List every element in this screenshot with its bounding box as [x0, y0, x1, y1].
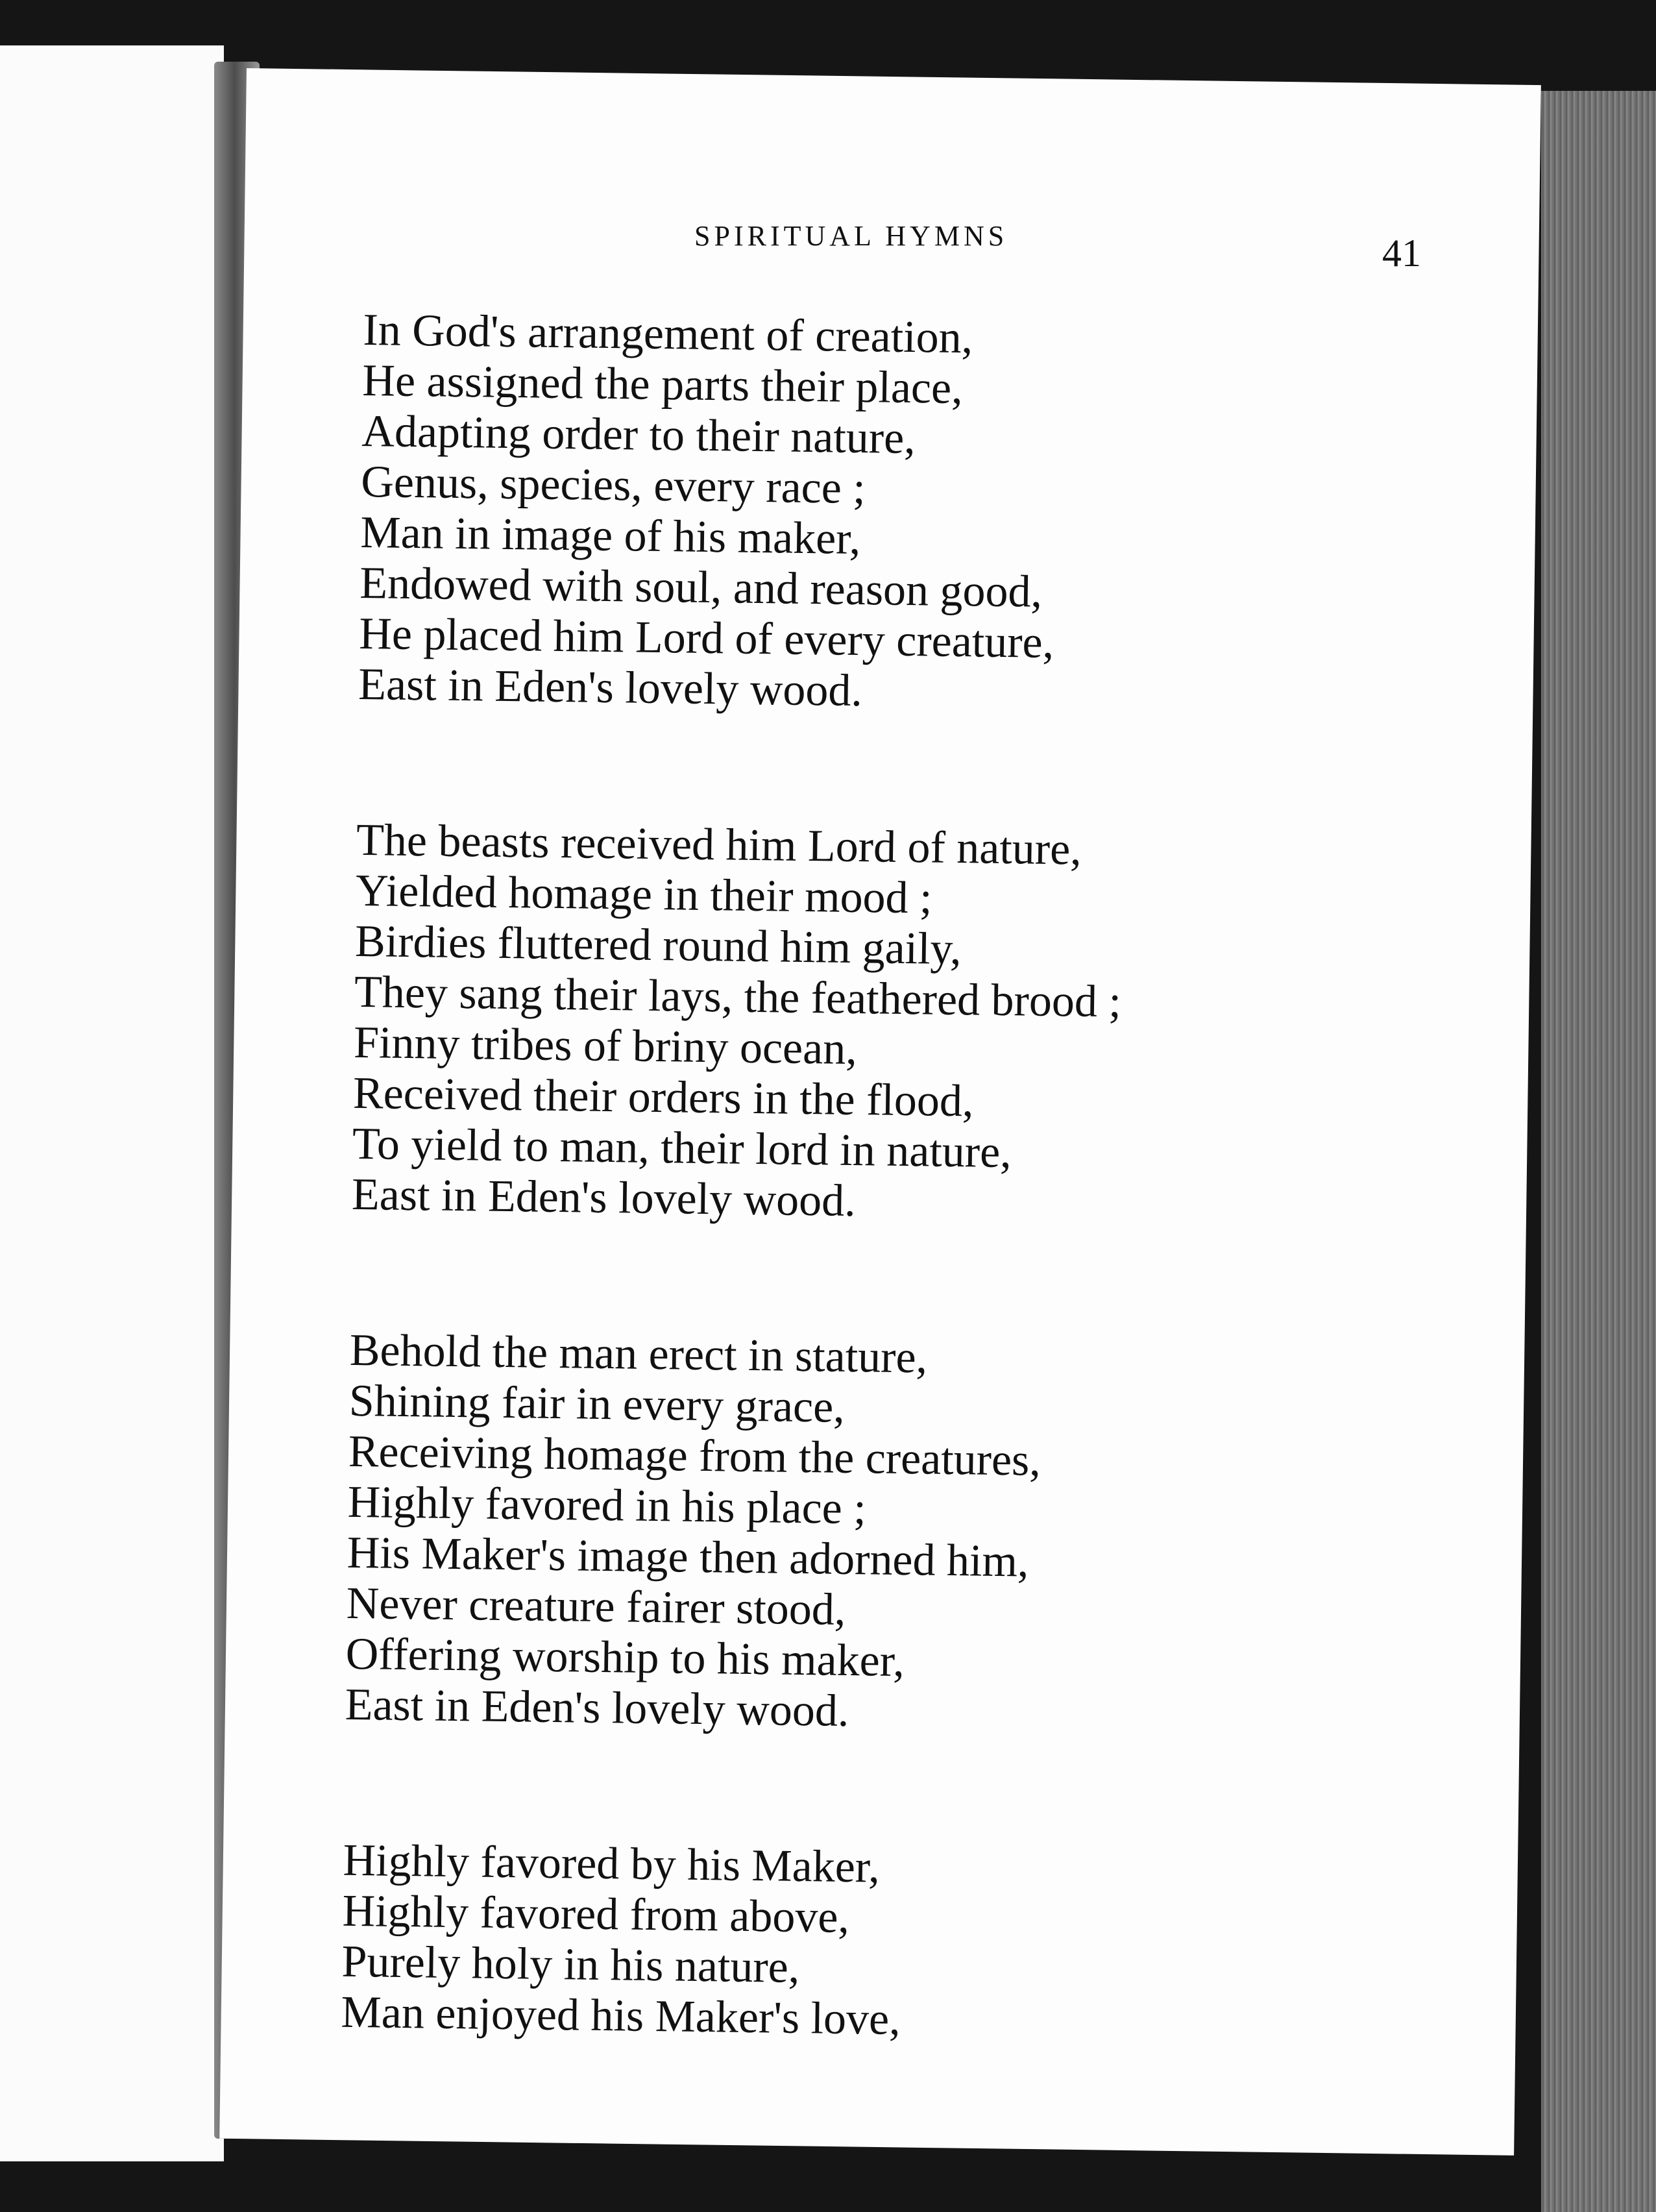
verse-line: Finny tribes of briny ocean,: [353, 1017, 858, 1075]
page-edges: [1541, 91, 1656, 2212]
stanza-2: [352, 815, 1460, 1235]
hymn-text: [339, 305, 1467, 2157]
verse-line: Man in image of his maker,: [359, 507, 861, 565]
verse-line: East in Eden's lovely wood.: [351, 1169, 857, 1227]
verse-line: Never creature fairer stood,: [346, 1578, 846, 1635]
verse-line: Offering worship to his maker,: [345, 1628, 905, 1687]
verse-line: Birdies fluttered round him gaily,: [354, 916, 962, 975]
verse-line: Behold the man erect in stature,: [349, 1325, 928, 1383]
verse-line: The beasts received him Lord of nature,: [356, 815, 1082, 875]
verse-line: In God's arrangement of creation,: [362, 305, 973, 363]
running-title: SPIRITUAL HYMNS: [694, 220, 1008, 252]
verse-line: To yield to man, their lord in nature,: [352, 1118, 1012, 1178]
verse-line: East in Eden's lovely wood.: [358, 659, 863, 717]
stanza-1: [358, 305, 1467, 724]
verse-line: Highly favored in his place ;: [347, 1477, 867, 1534]
verse-line: Shining fair in every grace,: [348, 1375, 846, 1432]
verse-line: Yielded homage in their mood ;: [355, 865, 933, 924]
verse-line: East in Eden's lovely wood.: [345, 1679, 849, 1736]
verse-line: They sang their lays, the feathered brood ;: [354, 966, 1122, 1027]
verse-line: Man enjoyed his Maker's love,: [341, 1987, 901, 2045]
previous-page: [0, 45, 224, 2161]
verse-line: Highly favored from above,: [342, 1886, 850, 1943]
verse-line: Highly favored by his Maker,: [343, 1835, 881, 1893]
verse-line: Receiving homage from the creatures,: [348, 1426, 1041, 1486]
verse-line: His Maker's image then adorned him,: [347, 1527, 1029, 1587]
page-number: 41: [1382, 232, 1421, 275]
stanza-3: [345, 1325, 1453, 1745]
verse-line: Adapting order to their nature,: [361, 406, 916, 464]
verse-line: Endowed with soul, and reason good,: [359, 558, 1043, 617]
verse-line: He placed him Lord of every creature,: [358, 608, 1054, 668]
stanza-4: [341, 1836, 1446, 2052]
verse-line: Genus, species, every race ;: [360, 456, 866, 514]
verse-line: Received their orders in the flood,: [352, 1068, 974, 1127]
verse-line: Purely holy in his nature,: [341, 1936, 800, 1993]
verse-line: He assigned the parts their place,: [361, 355, 964, 414]
